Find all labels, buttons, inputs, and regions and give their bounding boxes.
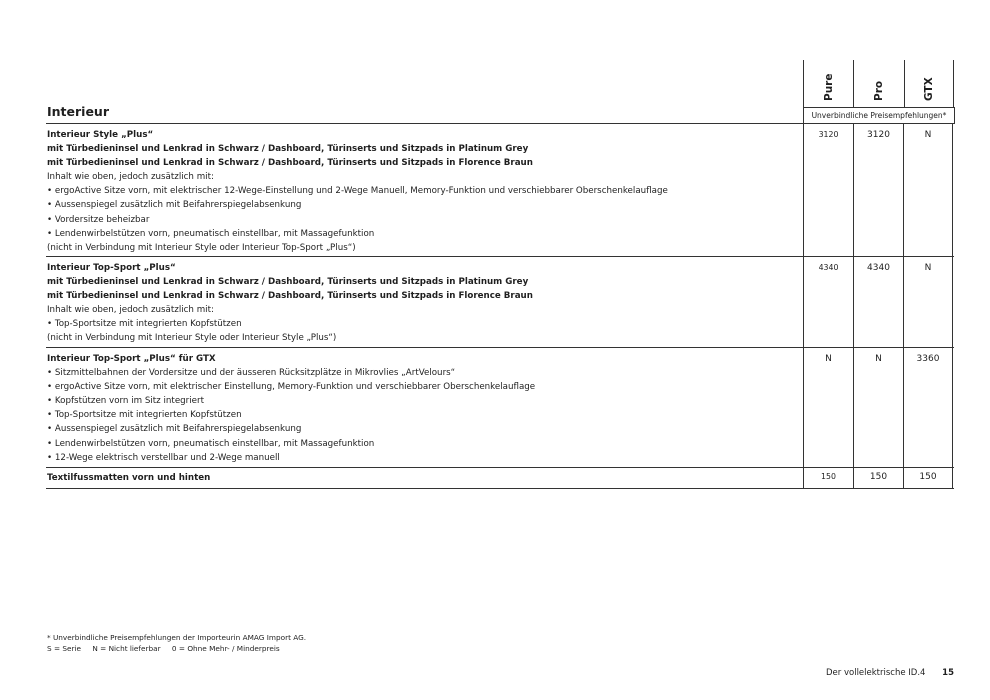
row-line: Inhalt wie oben, jedoch zusätzlich mit: (47, 172, 214, 183)
row-line: mit Türbedieninsel und Lenkrad in Schwarz / Dashboard, Türinserts und Sitzpads in Platinum Grey (47, 277, 529, 288)
footnote-text: * Unverbindliche Preisempfehlungen der Importeurin AMAG Import AG. (47, 633, 307, 642)
legend-item: N = Nicht lieferbar (92, 644, 161, 653)
row-line: Interieur Top-Sport „Plus“ (47, 263, 176, 273)
row-prices (803, 348, 954, 467)
price-cell-pro: 4340 (853, 257, 903, 347)
price-cell-pure: 150 (803, 468, 853, 488)
legend-item: 0 = Ohne Mehr- / Minderpreis (171, 644, 280, 653)
price-note-header: Unverbindliche Preisempfehlungen* (803, 107, 955, 124)
row-line: • Top-Sportsitze mit integrierten Kopfstützen (47, 319, 242, 330)
row-line: • Lendenwirbelstützen vorn, pneumatisch einstellbar, mit Massagefunktion (47, 228, 375, 239)
row-line: • Aussenspiegel zusätzlich mit Beifahrerspiegelabsenkung (47, 200, 302, 211)
page-footer (826, 668, 954, 678)
row-description (47, 352, 797, 465)
price-cell-pure: 4340 (803, 257, 853, 347)
price-cell-pro: 150 (853, 468, 903, 488)
footer-label: Der vollelektrische ID.4 (826, 668, 926, 678)
footnote (47, 632, 306, 654)
row-line: • Top-Sportsitze mit integrierten Kopfstützen (47, 410, 242, 421)
price-cell-pure: N (803, 348, 853, 467)
price-cell-pro: 3120 (853, 124, 903, 256)
column-label: Pro (872, 80, 885, 101)
row-line: • Sitzmittelbahnen der Vordersitze und der äusseren Rücksitzplätze in Mikrovlies „ArtVelours“ (47, 368, 456, 379)
table-row (46, 468, 954, 489)
price-cell-pure: 3120 (803, 124, 853, 256)
price-cell-gtx: 150 (903, 468, 953, 488)
legend-item: S = Serie (47, 644, 82, 653)
row-line: • Aussenspiegel zusätzlich mit Beifahrerspiegelabsenkung (47, 424, 302, 435)
row-prices (803, 468, 954, 488)
table-row (46, 124, 954, 257)
legend (47, 643, 306, 654)
column-label: GTX (922, 77, 935, 101)
column-header-pro (853, 60, 903, 107)
row-prices (803, 124, 954, 256)
page-number: 15 (942, 668, 954, 678)
row-line: mit Türbedieninsel und Lenkrad in Schwarz / Dashboard, Türinserts und Sitzpads in Florence Braun (47, 158, 533, 169)
row-line: • Kopfstützen vorn im Sitz integriert (47, 396, 204, 407)
row-line: (nicht in Verbindung mit Interieur Style oder Interieur Style „Plus“) (47, 333, 337, 344)
table-row (46, 348, 954, 468)
column-header-gtx (904, 60, 954, 107)
row-line: Interieur Style „Plus“ (47, 130, 154, 140)
row-line: • 12-Wege elektrisch verstellbar und 2-Wege manuell (47, 452, 280, 463)
row-line: • Vordersitze beheizbar (47, 214, 150, 225)
row-line: Textilfussmatten vorn und hinten (47, 473, 211, 483)
row-description (47, 261, 797, 346)
row-line: Inhalt wie oben, jedoch zusätzlich mit: (47, 305, 214, 316)
trim-column-headers (803, 60, 954, 107)
price-cell-gtx: N (903, 124, 953, 256)
row-line: • Lendenwirbelstützen vorn, pneumatisch einstellbar, mit Massagefunktion (47, 438, 375, 449)
row-description (47, 128, 797, 255)
row-line: mit Türbedieninsel und Lenkrad in Schwarz / Dashboard, Türinserts und Sitzpads in Florence Braun (47, 291, 533, 302)
price-cell-pro: N (853, 348, 903, 467)
table-row (46, 257, 954, 348)
row-prices (803, 257, 954, 347)
row-line: • ergoActive Sitze vorn, mit elektrischer Einstellung, Memory-Funktion und verschiebbarer Oberschenkelauflage (47, 382, 536, 393)
column-header-pure (803, 60, 853, 107)
price-cell-gtx: 3360 (903, 348, 953, 467)
row-line: (nicht in Verbindung mit Interieur Style oder Interieur Top-Sport „Plus“) (47, 242, 356, 253)
row-description (47, 471, 797, 485)
row-line: • ergoActive Sitze vorn, mit elektrischer 12-Wege-Einstellung und 2-Wege Manuell, Memory-Funktion und verschiebbarer Oberschenkelauflage (47, 186, 668, 197)
row-line: Interieur Top-Sport „Plus“ für GTX (47, 354, 216, 364)
section-title: Interieur (47, 104, 109, 119)
price-cell-gtx: N (903, 257, 953, 347)
column-label: Pure (822, 73, 835, 101)
row-line: mit Türbedieninsel und Lenkrad in Schwarz / Dashboard, Türinserts und Sitzpads in Platinum Grey (47, 144, 529, 155)
